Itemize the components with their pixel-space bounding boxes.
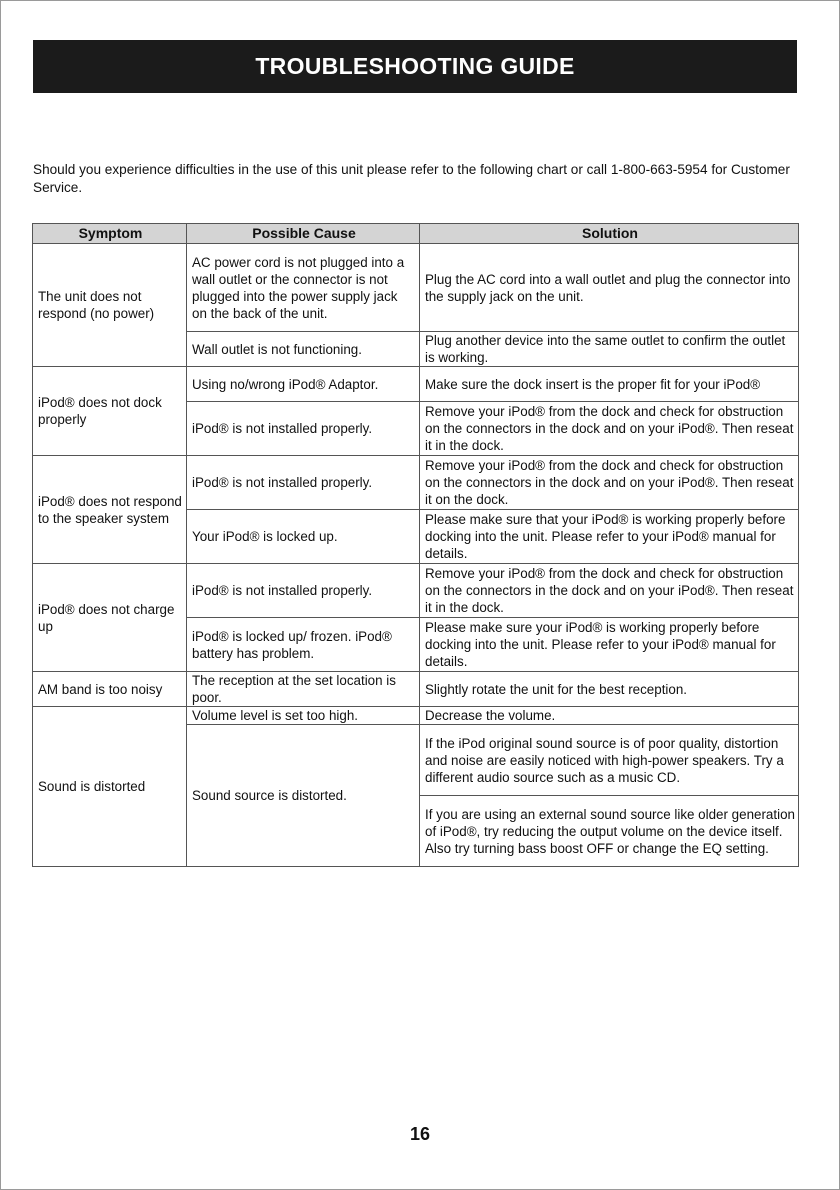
solution-cell: Plug the AC cord into a wall outlet and plug the connector into the supply jack on the unit. bbox=[420, 244, 799, 332]
page-number: 16 bbox=[409, 1124, 431, 1144]
cause-cell: Sound source is distorted. bbox=[187, 725, 420, 867]
solution-cell: Please make sure that your iPod® is working properly before docking into the unit. Please refer to your iPod® manual for details. bbox=[420, 510, 799, 564]
symptom-cell: iPod® does not charge up bbox=[33, 564, 187, 672]
solution-cell: If you are using an external sound source like older generation of iPod®, try reducing the output volume on the device itself. Also try turning bass boost OFF or change the EQ setting. bbox=[420, 796, 799, 867]
solution-cell: Remove your iPod® from the dock and check for obstruction on the connectors in the dock and on your iPod®. Then reseat it in the dock. bbox=[420, 564, 799, 618]
solution-cell: Plug another device into the same outlet to confirm the outlet is working. bbox=[420, 332, 799, 367]
table-row bbox=[33, 564, 799, 618]
header-symptom: Symptom bbox=[33, 224, 187, 244]
cause-cell: Using no/wrong iPod® Adaptor. bbox=[187, 367, 420, 402]
header-solution: Solution bbox=[420, 224, 799, 244]
symptom-cell: The unit does not respond (no power) bbox=[33, 244, 187, 367]
table-row bbox=[33, 367, 799, 402]
solution-cell: If the iPod original sound source is of poor quality, distortion and noise are easily noticed with high-power speakers. Try a different audio source such as a music CD. bbox=[420, 725, 799, 796]
cause-cell: iPod® is not installed properly. bbox=[187, 564, 420, 618]
solution-cell: Make sure the dock insert is the proper fit for your iPod® bbox=[420, 367, 799, 402]
header-possible-cause: Possible Cause bbox=[187, 224, 420, 244]
table-row bbox=[33, 672, 799, 707]
table-row bbox=[33, 456, 799, 510]
table-header-row bbox=[33, 224, 799, 244]
solution-cell: Remove your iPod® from the dock and check for obstruction on the connectors in the dock and on your iPod®. Then reseat it in the dock. bbox=[420, 402, 799, 456]
solution-cell: Slightly rotate the unit for the best reception. bbox=[420, 672, 799, 707]
solution-cell: Remove your iPod® from the dock and check for obstruction on the connectors in the dock and on your iPod®. Then reseat it on the dock. bbox=[420, 456, 799, 510]
cause-cell: iPod® is not installed properly. bbox=[187, 456, 420, 510]
cause-cell: The reception at the set location is poor. bbox=[187, 672, 420, 707]
cause-cell: iPod® is locked up/ frozen. iPod® battery has problem. bbox=[187, 618, 420, 672]
symptom-cell: iPod® does not dock properly bbox=[33, 367, 187, 456]
page-title: TROUBLESHOOTING GUIDE bbox=[33, 40, 797, 93]
symptom-cell: iPod® does not respond to the speaker system bbox=[33, 456, 187, 564]
cause-cell: iPod® is not installed properly. bbox=[187, 402, 420, 456]
table-row bbox=[33, 244, 799, 332]
solution-cell: Decrease the volume. bbox=[420, 707, 799, 725]
symptom-cell: AM band is too noisy bbox=[33, 672, 187, 707]
cause-cell: Your iPod® is locked up. bbox=[187, 510, 420, 564]
troubleshooting-table bbox=[32, 223, 799, 867]
cause-cell: Wall outlet is not functioning. bbox=[187, 332, 420, 367]
symptom-cell: Sound is distorted bbox=[33, 707, 187, 867]
cause-cell: AC power cord is not plugged into a wall outlet or the connector is not plugged into the power supply jack on the back of the unit. bbox=[187, 244, 420, 332]
cause-cell: Volume level is set too high. bbox=[187, 707, 420, 725]
intro-paragraph: Should you experience difficulties in the use of this unit please refer to the following chart or call 1-800-663-5954 for Customer Service. bbox=[33, 162, 790, 195]
solution-cell: Please make sure your iPod® is working properly before docking into the unit. Please refer to your iPod® manual for details. bbox=[420, 618, 799, 672]
table-row bbox=[33, 707, 799, 725]
